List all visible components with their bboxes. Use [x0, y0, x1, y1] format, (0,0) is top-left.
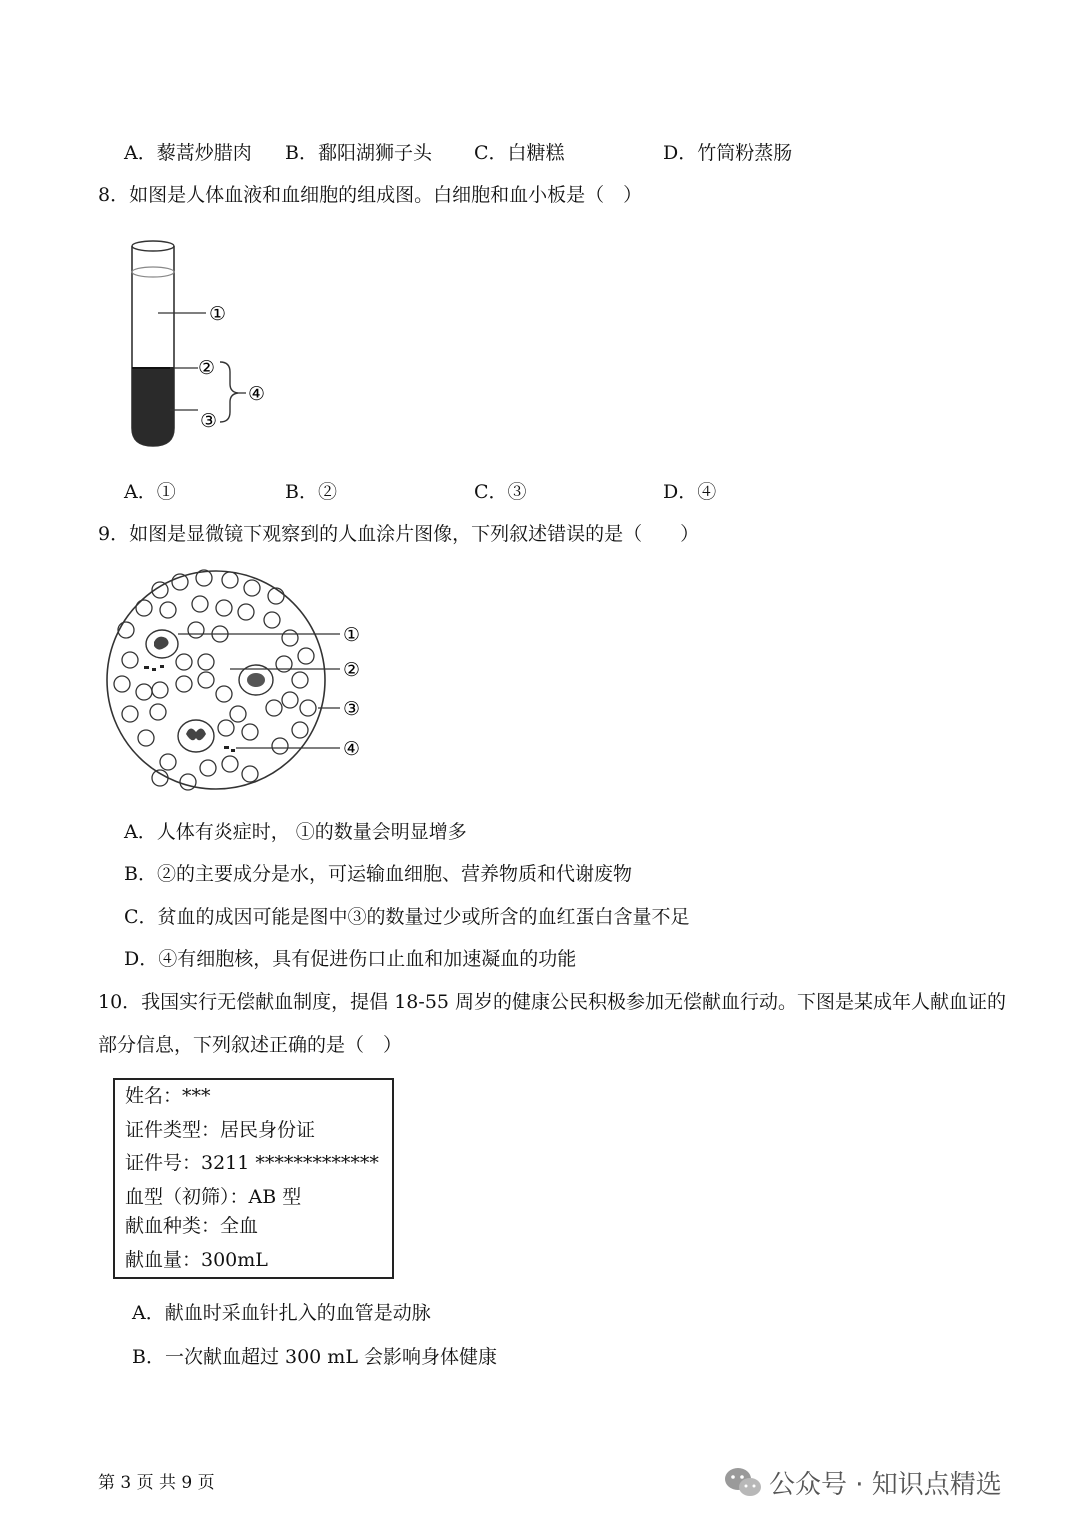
red-blood-cell [122, 652, 138, 668]
q7-option-c: C．白糖糕 [474, 142, 565, 164]
red-blood-cell [114, 676, 130, 692]
red-blood-cell [292, 722, 308, 738]
q9-stem: 9．如图是显微镜下观察到的人血涂片图像，下列叙述错误的是（ ） [98, 523, 700, 545]
red-blood-cell [138, 730, 154, 746]
tube-label-4: ④ [248, 383, 266, 405]
red-blood-cell [216, 686, 232, 702]
q10-option-b: B．一次献血超过 300 mL 会影响身体健康 [132, 1346, 497, 1368]
test-tube-figure [118, 232, 288, 452]
red-blood-cell [118, 622, 134, 638]
tube-label-1: ① [209, 303, 227, 325]
smear-label-1: ① [343, 624, 361, 646]
red-blood-cell [200, 760, 216, 776]
red-blood-cell [176, 676, 192, 692]
red-blood-cell [244, 580, 260, 596]
red-blood-cell [122, 706, 138, 722]
red-blood-cell [242, 766, 258, 782]
wechat-icon [723, 1466, 763, 1500]
red-blood-cell [152, 770, 168, 786]
red-blood-cell [242, 724, 258, 740]
red-blood-cell [192, 596, 208, 612]
q9-option-d: D．④有细胞核，具有促进伤口止血和加速凝血的功能 [124, 948, 577, 970]
watermark-text: 公众号 · 知识点精选 [769, 1470, 1002, 1500]
page-number: 第 3 页 共 9 页 [98, 1473, 215, 1493]
red-blood-cell [298, 648, 314, 664]
q7-option-a: A．藜蒿炒腊肉 [124, 142, 252, 164]
red-blood-cell [266, 700, 282, 716]
red-blood-cell [282, 630, 298, 646]
q10-option-a: A．献血时采血针扎入的血管是动脉 [132, 1302, 431, 1324]
red-blood-cell [238, 604, 254, 620]
red-blood-cell [300, 700, 316, 716]
red-blood-cell [198, 654, 214, 670]
q8-option-c: C．③ [474, 481, 527, 503]
q8-option-d: D．④ [663, 481, 717, 503]
red-blood-cell [188, 622, 204, 638]
tube-label-2: ② [198, 357, 216, 379]
red-blood-cell [160, 602, 176, 618]
red-blood-cell [272, 738, 288, 754]
red-blood-cell [152, 682, 168, 698]
blood-smear-figure [100, 568, 380, 793]
q7-option-d: D．竹筒粉蒸肠 [663, 142, 793, 164]
card-id-number: 证件号：3211 ************* [125, 1152, 379, 1174]
smear-label-4: ④ [343, 738, 361, 760]
red-blood-cell [230, 706, 246, 722]
q10-stem-line2: 部分信息，下列叙述正确的是（ ） [98, 1034, 403, 1056]
watermark [723, 1464, 1002, 1501]
card-donation-kind: 献血种类：全血 [125, 1215, 259, 1237]
red-blood-cell [218, 720, 234, 736]
red-blood-cell [292, 672, 308, 688]
q7-option-b: B．鄱阳湖狮子头 [285, 142, 432, 164]
red-blood-cell [222, 572, 238, 588]
q9-option-b: B．②的主要成分是水，可运输血细胞、营养物质和代谢废物 [124, 863, 632, 885]
red-blood-cell [176, 654, 192, 670]
red-blood-cell [264, 612, 280, 628]
card-name: 姓名：*** [125, 1085, 211, 1107]
red-blood-cell [150, 704, 166, 720]
q8-option-a: A．① [124, 481, 176, 503]
card-donation-volume: 献血量：300mL [125, 1249, 268, 1271]
q8-stem: 8．如图是人体血液和血细胞的组成图。白细胞和血小板是（ ） [98, 184, 643, 206]
card-id-type: 证件类型：居民身份证 [125, 1119, 316, 1141]
red-blood-cell [216, 600, 232, 616]
smear-label-2: ② [343, 659, 361, 681]
card-blood-type: 血型（初筛）：AB 型 [125, 1186, 302, 1208]
blood-donation-card [113, 1078, 394, 1279]
red-blood-cell [222, 756, 238, 772]
red-blood-cell [160, 754, 176, 770]
tube-label-3: ③ [200, 410, 218, 432]
red-blood-cell [282, 692, 298, 708]
red-blood-cell [198, 672, 214, 688]
red-blood-cell [136, 600, 152, 616]
smear-label-3: ③ [343, 698, 361, 720]
q9-option-a: A．人体有炎症时， ①的数量会明显增多 [124, 821, 467, 843]
q8-option-b: B．② [285, 481, 337, 503]
red-blood-cell [180, 774, 196, 790]
red-blood-cell [136, 684, 152, 700]
red-blood-cell [268, 588, 284, 604]
q10-stem-line1: 10．我国实行无偿献血制度，提倡 18-55 周岁的健康公民积极参加无偿献血行动。下图是某成年人献血证的 [98, 991, 1007, 1013]
q9-option-c: C．贫血的成因可能是图中③的数量过少或所含的血红蛋白含量不足 [124, 906, 690, 928]
